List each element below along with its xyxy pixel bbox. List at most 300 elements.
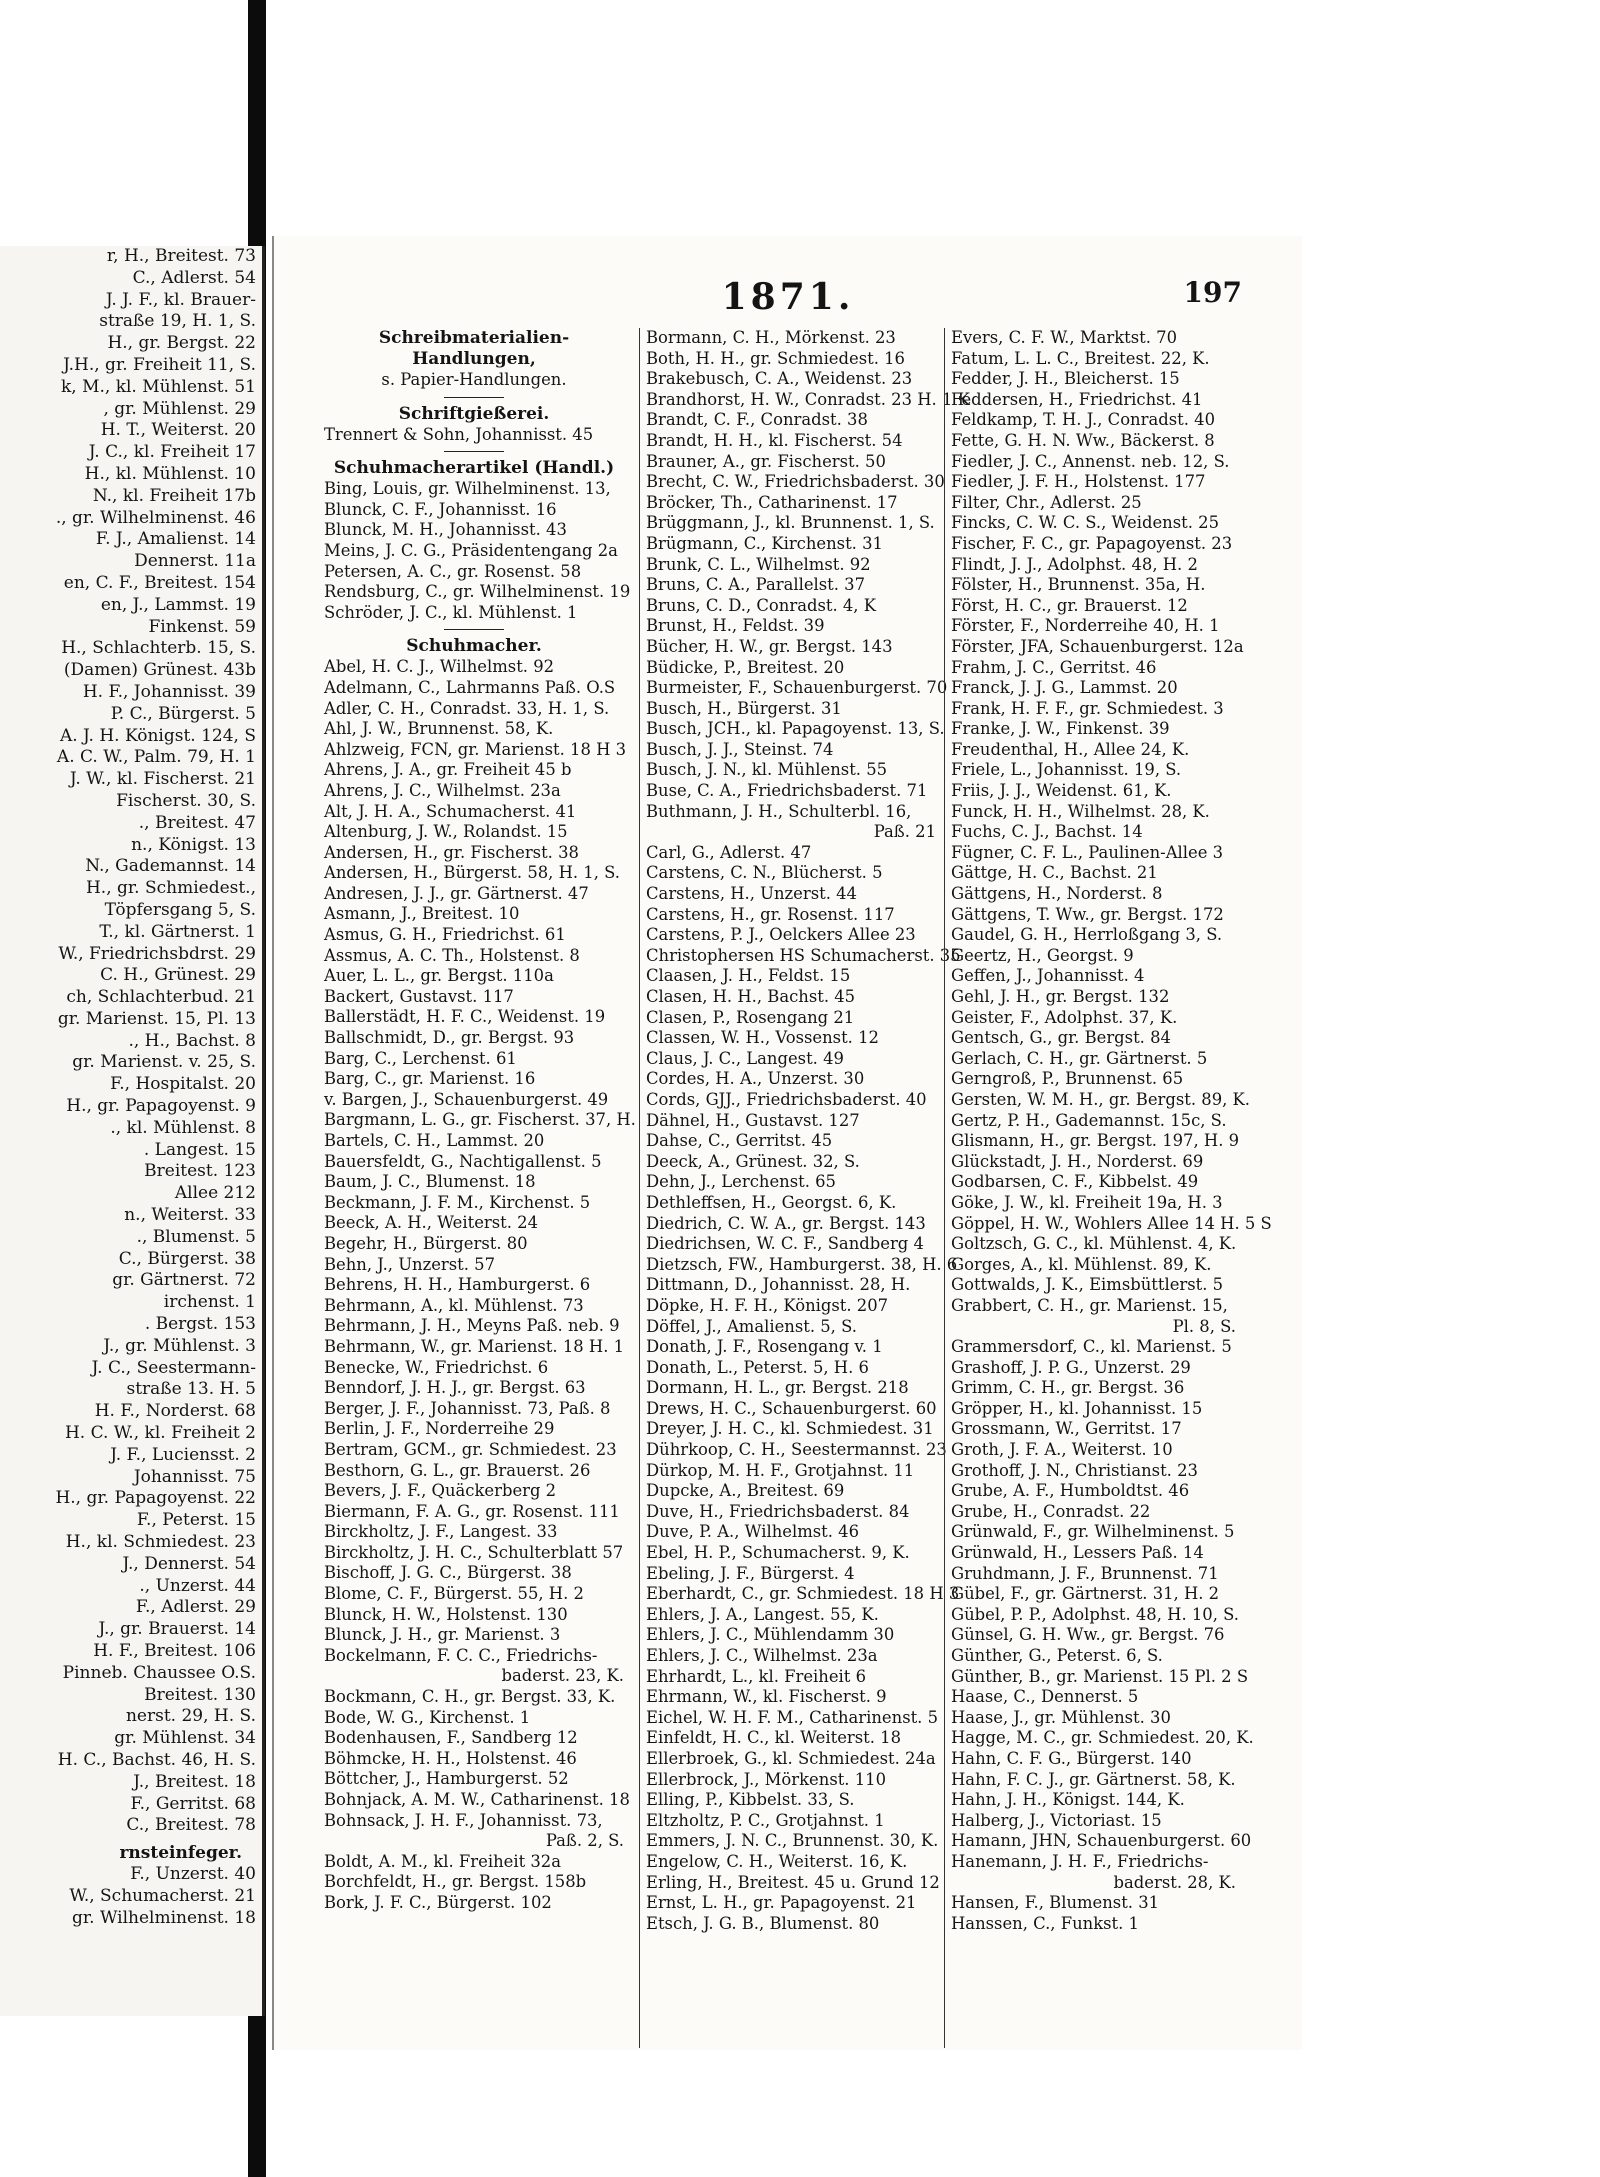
directory-entry: Dietzsch, FW., Hamburgerst. 38, H. 6 <box>646 1254 958 1274</box>
directory-entry: J.H., gr. Freiheit 11, S. <box>63 354 256 375</box>
directory-entry: Gentsch, G., gr. Bergst. 84 <box>951 1028 1171 1048</box>
directory-entry: Blunck, M. H., Johannisst. 43 <box>324 520 567 540</box>
directory-entry: , gr. Mühlenst. 29 <box>103 398 256 419</box>
left-page-entries <box>0 246 262 1837</box>
directory-entry: Abel, H. C. J., Wilhelmst. 92 <box>324 657 555 677</box>
directory-entry: Brandt, H. H., kl. Fischerst. 54 <box>646 430 903 450</box>
directory-entry: Halberg, J., Victoriast. 15 <box>951 1810 1162 1830</box>
directory-entry: Förster, JFA, Schauenburgerst. 12a <box>951 636 1244 656</box>
directory-entry: Günsel, G. H. Ww., gr. Bergst. 76 <box>951 1625 1225 1645</box>
directory-entry: Beckmann, J. F. M., Kirchenst. 5 <box>324 1192 591 1212</box>
directory-entry: Gättgens, T. Ww., gr. Bergst. 172 <box>951 904 1224 924</box>
section-entries-schuhmacher <box>324 657 636 1913</box>
directory-entry: Glismann, H., gr. Bergst. 197, H. 9 <box>951 1131 1240 1151</box>
directory-entry: Gaudel, G. H., Herrloßgang 3, S. <box>951 925 1223 945</box>
page-header <box>274 276 1302 316</box>
left-page <box>0 246 265 2016</box>
directory-entry: Hansen, F., Blumenst. 31 <box>951 1893 1160 1913</box>
directory-entry: Fatum, L. L. C., Breitest. 22, K. <box>951 348 1210 368</box>
directory-entry: Gruhdmann, J. F., Brunnenst. 71 <box>951 1563 1219 1583</box>
directory-entry: H., gr. Papagoyenst. 22 <box>55 1488 256 1509</box>
directory-entry: Begehr, H., Bürgerst. 80 <box>324 1233 528 1253</box>
directory-entry: Etsch, J. G. B., Blumenst. 80 <box>646 1913 880 1933</box>
directory-entry: Fischerst. 30, S. <box>116 790 256 811</box>
directory-entry: Rendsburg, C., gr. Wilhelminenst. 19 <box>324 582 631 602</box>
column-3-entries <box>951 328 1272 1934</box>
directory-entry: en, C. F., Breitest. 154 <box>63 572 256 593</box>
directory-entry: Paß. 2, S. <box>545 1831 624 1851</box>
directory-entry: Ehlers, J. C., Wilhelmst. 23a <box>646 1646 878 1665</box>
directory-entry: Ahrens, J. C., Wilhelmst. 23a <box>324 780 561 800</box>
directory-entry: Claus, J. C., Langest. 49 <box>646 1048 844 1068</box>
directory-entry: Hanssen, C., Funkst. 1 <box>951 1913 1139 1933</box>
directory-entry: Asmus, G. H., Friedrichst. 61 <box>324 925 566 945</box>
directory-entry: Pl. 8, S. <box>1172 1316 1236 1336</box>
directory-entry: Busch, J. J., Steinst. 74 <box>646 739 834 759</box>
directory-entry: Ehrmann, W., kl. Fischerst. 9 <box>646 1687 887 1707</box>
directory-entry: Friis, J. J., Weidenst. 61, K. <box>951 781 1172 801</box>
directory-entry: Barg, C., gr. Marienst. 16 <box>324 1069 536 1089</box>
directory-entry: Frahm, J. C., Gerritst. 46 <box>951 657 1157 677</box>
directory-entry: Groth, J. F. A., Weiterst. 10 <box>951 1440 1173 1460</box>
directory-entry: Backert, Gustavst. 117 <box>324 986 514 1006</box>
directory-entry: Godbarsen, C. F., Kibbelst. 49 <box>951 1172 1199 1192</box>
directory-entry: H. C., Bachst. 46, H. S. <box>57 1749 256 1770</box>
directory-entry: k, M., kl. Mühlenst. 51 <box>60 376 256 397</box>
directory-entry: Classen, W. H., Vossenst. 12 <box>646 1028 879 1048</box>
directory-entry: Förster, F., Norderreihe 40, H. 1 <box>951 616 1220 636</box>
directory-entry: H., gr. Papagoyenst. 9 <box>66 1096 256 1117</box>
directory-entry: Behrens, H. H., Hamburgerst. 6 <box>324 1275 591 1295</box>
directory-entry: Gättgens, H., Norderst. 8 <box>951 884 1163 904</box>
directory-entry: ., Breitest. 47 <box>138 812 256 833</box>
directory-entry: n., Weiterst. 33 <box>124 1205 256 1226</box>
directory-entry: gr. Gärtnerst. 72 <box>112 1270 256 1291</box>
directory-entry: Bertram, GCM., gr. Schmiedest. 23 <box>324 1439 617 1459</box>
directory-entry: Busch, H., Bürgerst. 31 <box>646 698 842 718</box>
directory-entry: Bruns, C. D., Conradst. 4, K <box>646 595 876 615</box>
directory-entry: nerst. 29, H. S. <box>125 1706 256 1727</box>
section-divider <box>444 397 504 398</box>
directory-entry: Pinneb. Chaussee O.S. <box>62 1662 256 1683</box>
section-entries-schuhmacherartikel <box>324 479 631 623</box>
directory-entry: Haase, C., Dennerst. 5 <box>951 1687 1139 1707</box>
directory-entry: Bischoff, J. G. C., Bürgerst. 38 <box>324 1563 572 1583</box>
directory-entry: Claasen, J. H., Feldst. 15 <box>646 966 851 986</box>
left-section-entries <box>0 1864 262 1929</box>
directory-entry: Both, H. H., gr. Schmiedest. 16 <box>646 348 905 368</box>
directory-entry: Finkenst. 59 <box>148 616 256 637</box>
directory-entry: Berger, J. F., Johannisst. 73, Paß. 8 <box>324 1398 611 1418</box>
directory-entry: H., Schlachterb. 15, S. <box>61 638 256 659</box>
directory-entry: Gorges, A., kl. Mühlenst. 89, K. <box>951 1254 1212 1274</box>
directory-entry: Bauersfeldt, G., Nachtigallenst. 5 <box>324 1151 602 1171</box>
directory-entry: Ahlzweig, FCN, gr. Marienst. 18 H 3 <box>324 739 627 759</box>
section-subtitle-papier: s. Papier-Handlungen. <box>381 370 567 389</box>
directory-entry: Dennerst. 11a <box>134 551 256 572</box>
directory-entry: Diedrichsen, W. C. F., Sandberg 4 <box>646 1234 924 1254</box>
directory-entry: Carstens, P. J., Oelckers Allee 23 <box>646 925 916 945</box>
directory-entry: Clasen, P., Rosengang 21 <box>646 1007 855 1027</box>
directory-entry: H., kl. Mühlenst. 10 <box>84 463 256 484</box>
directory-entry: Ernst, L. H., gr. Papagoyenst. 21 <box>646 1893 917 1913</box>
directory-entry: J., Breitest. 18 <box>133 1771 256 1792</box>
directory-entry: Ballerstädt, H. F. C., Weidenst. 19 <box>324 1007 606 1027</box>
column-2-entries <box>646 328 970 1934</box>
directory-entry: Schröder, J. C., kl. Mühlenst. 1 <box>324 602 578 622</box>
directory-entry: Dehn, J., Lerchenst. 65 <box>646 1172 836 1192</box>
directory-entry: Grabbert, C. H., gr. Marienst. 15, <box>951 1295 1228 1315</box>
column-3 <box>944 328 1272 2048</box>
directory-entry: Behrmann, A., kl. Mühlenst. 73 <box>324 1295 584 1315</box>
directory-entry: Boldt, A. M., kl. Freiheit 32a <box>324 1851 561 1871</box>
directory-entry: Brügmann, C., Kirchenst. 31 <box>646 533 883 553</box>
directory-entry: Cordes, H. A., Unzerst. 30 <box>646 1069 865 1089</box>
directory-entry: N., Gademannst. 14 <box>85 856 256 877</box>
directory-entry: Blunck, H. W., Holstenst. 130 <box>324 1604 568 1624</box>
directory-entry: Funck, H. H., Wilhelmst. 28, K. <box>951 801 1210 821</box>
directory-entry: H. F., Norderst. 68 <box>94 1401 256 1422</box>
directory-entry: Ballschmidt, D., gr. Bergst. 93 <box>324 1028 575 1048</box>
directory-entry: Benecke, W., Friedrichst. 6 <box>324 1357 549 1377</box>
directory-entry: Besthorn, G. L., gr. Brauerst. 26 <box>324 1460 591 1480</box>
directory-entry: Günther, B., gr. Marienst. 15 Pl. 2 S <box>951 1666 1249 1686</box>
directory-entry: Eberhardt, C., gr. Schmiedest. 18 H 3 <box>646 1584 960 1604</box>
directory-entry: straße 19, H. 1, S. <box>99 311 256 332</box>
directory-entry: Brandt, C. F., Conradst. 38 <box>646 410 868 430</box>
directory-entry: ., H., Bachst. 8 <box>128 1030 256 1051</box>
directory-entry: J. W., kl. Fischerst. 21 <box>69 769 256 790</box>
directory-entry: Brakebusch, C. A., Weidenst. 23 <box>646 369 913 389</box>
directory-entry: Bohnsack, J. H. F., Johannisst. 73, <box>324 1810 603 1830</box>
directory-entry: C., Breitest. 78 <box>126 1815 256 1836</box>
directory-entry: gr. Marienst. v. 25, S. <box>72 1052 256 1073</box>
directory-entry: Böhmcke, H. H., Holstenst. 46 <box>324 1748 577 1768</box>
directory-entry: Ebeling, J. F., Bürgerst. 4 <box>646 1563 855 1583</box>
directory-entry: F., Unzerst. 40 <box>130 1864 256 1885</box>
directory-entry: Gröpper, H., kl. Johannisst. 15 <box>951 1398 1203 1418</box>
directory-entry: Gerngroß, P., Brunnenst. 65 <box>951 1069 1184 1089</box>
directory-entry: . Bergst. 153 <box>144 1314 256 1335</box>
page-number: 197 <box>1183 276 1242 309</box>
directory-entry: Brandhorst, H. W., Conradst. 23 H. 1 K <box>646 389 970 409</box>
directory-entry: baderst. 23, K. <box>501 1666 624 1686</box>
left-section-title: rnsteinfeger. <box>119 1843 242 1864</box>
directory-entry: Fischer, F. C., gr. Papagoyenst. 23 <box>951 533 1233 553</box>
directory-entry: Evers, C. F. W., Marktst. 70 <box>951 328 1178 347</box>
directory-entry: Cords, GJJ., Friedrichsbaderst. 40 <box>646 1089 927 1109</box>
section-title-schuhmacherartikel: Schuhmacherartikel (Handl.) <box>333 458 615 479</box>
directory-entry: J. F., Luciensst. 2 <box>110 1444 256 1465</box>
directory-entry: Hahn, J. H., Königst. 144, K. <box>951 1790 1185 1810</box>
directory-entry: P. C., Bürgerst. 5 <box>110 703 256 724</box>
directory-entry: Grube, A. F., Humboldtst. 46 <box>951 1481 1190 1501</box>
directory-entry: ., gr. Wilhelminenst. 46 <box>55 507 256 528</box>
directory-entry: Dethleffsen, H., Georgst. 6, K. <box>646 1192 897 1212</box>
directory-entry: Geister, F., Adolphst. 37, K. <box>951 1007 1178 1027</box>
directory-entry: Auer, L. L., gr. Bergst. 110a <box>324 966 554 986</box>
directory-entry: ., kl. Mühlenst. 8 <box>110 1117 256 1138</box>
directory-entry: Barg, C., Lerchenst. 61 <box>324 1048 517 1068</box>
directory-entry: H., gr. Bergst. 22 <box>107 333 256 354</box>
directory-entry: Donath, J. F., Rosengang v. 1 <box>646 1337 883 1357</box>
directory-entry: Grothoff, J. N., Christianst. 23 <box>951 1460 1198 1480</box>
directory-entry: Fiedler, J. C., Annenst. neb. 12, S. <box>951 451 1230 471</box>
directory-entry: Frank, H. F. F., gr. Schmiedest. 3 <box>951 698 1224 718</box>
directory-entry: Ehrhardt, L., kl. Freiheit 6 <box>646 1666 867 1686</box>
directory-entry: Breitest. 123 <box>144 1161 256 1182</box>
directory-entry: F., Gerritst. 68 <box>130 1793 256 1814</box>
directory-entry: . Langest. 15 <box>143 1139 256 1160</box>
directory-entry: Hahn, F. C. J., gr. Gärtnerst. 58, K. <box>951 1769 1236 1789</box>
directory-entry: Fuchs, C. J., Bachst. 14 <box>951 822 1143 842</box>
directory-entry: Birckholtz, J. H. C., Schulterblatt 57 <box>324 1542 624 1562</box>
directory-entry: en, J., Lammst. 19 <box>100 594 256 615</box>
directory-entry: H. C. W., kl. Freiheit 2 <box>64 1423 256 1444</box>
directory-entry: Bücher, H. W., gr. Bergst. 143 <box>646 636 893 656</box>
directory-entry: Bröcker, Th., Catharinenst. 17 <box>646 492 898 512</box>
directory-entry: Bruns, C. A., Parallelst. 37 <box>646 575 866 595</box>
directory-entry: Bodenhausen, F., Sandberg 12 <box>324 1728 578 1748</box>
directory-entry: irchenst. 1 <box>163 1292 256 1313</box>
directory-entry: Grashoff, J. P. G., Unzerst. 29 <box>951 1357 1191 1377</box>
directory-entry: A. J. H. Königst. 124, S <box>59 725 256 746</box>
directory-entry: Först, H. C., gr. Brauerst. 12 <box>951 595 1188 615</box>
directory-entry: Carstens, H., gr. Rosenst. 117 <box>646 904 895 924</box>
directory-entry: Grammersdorf, C., kl. Marienst. 5 <box>951 1337 1232 1357</box>
directory-entry: baderst. 28, K. <box>1113 1872 1236 1892</box>
directory-entry: Dupcke, A., Breitest. 69 <box>646 1481 845 1501</box>
directory-entry: Bargmann, L. G., gr. Fischerst. 37, H. <box>324 1110 636 1130</box>
right-page <box>272 236 1302 2050</box>
directory-entry: Grimm, C. H., gr. Bergst. 36 <box>951 1378 1185 1398</box>
directory-entry: ., Unzerst. 44 <box>139 1575 256 1596</box>
directory-entry: Birckholtz, J. F., Langest. 33 <box>324 1522 558 1542</box>
directory-entry: C., Bürgerst. 38 <box>118 1248 256 1269</box>
directory-entry: gr. Mühlenst. 34 <box>114 1728 256 1749</box>
directory-entry: straße 13. H. 5 <box>126 1379 256 1400</box>
directory-entry: Engelow, C. H., Weiterst. 16, K. <box>646 1851 908 1871</box>
directory-entry: Asmann, J., Breitest. 10 <box>324 904 520 924</box>
column-2 <box>639 328 970 2048</box>
directory-entry: Grünwald, H., Lessers Paß. 14 <box>951 1543 1204 1563</box>
column-1 <box>324 328 636 2048</box>
directory-entry: Haase, J., gr. Mühlenst. 30 <box>951 1707 1171 1727</box>
section-divider <box>444 451 504 452</box>
directory-entry: Bohnjack, A. M. W., Catharinenst. 18 <box>324 1790 630 1809</box>
directory-entry: Bockmann, C. H., gr. Bergst. 33, K. <box>324 1687 616 1707</box>
directory-entry: Ahrens, J. A., gr. Freiheit 45 b <box>324 760 572 780</box>
directory-entry: Bork, J. F. C., Bürgerst. 102 <box>324 1892 552 1912</box>
directory-entry: Gersten, W. M. H., gr. Bergst. 89, K. <box>951 1089 1250 1109</box>
directory-entry: Bing, Louis, gr. Wilhelminenst. 13, <box>324 479 611 499</box>
directory-entry: Ehlers, J. A., Langest. 55, K. <box>646 1604 879 1624</box>
directory-entry: Böttcher, J., Hamburgerst. 52 <box>324 1769 569 1789</box>
directory-entry: Büdicke, P., Breitest. 20 <box>646 657 845 677</box>
directory-entry: Hanemann, J. H. F., Friedrichs- <box>951 1851 1209 1871</box>
directory-entry: Gertz, P. H., Gademannst. 15c, S. <box>951 1110 1227 1130</box>
directory-entry: J., gr. Mühlenst. 3 <box>103 1335 256 1356</box>
directory-entry: Borchfeldt, H., gr. Bergst. 158b <box>324 1872 587 1892</box>
directory-entry: Assmus, A. C. Th., Holstenst. 8 <box>324 945 580 965</box>
directory-entry: Altenburg, J. W., Rolandst. 15 <box>324 822 568 842</box>
directory-entry: Günther, G., Peterst. 6, S. <box>951 1646 1163 1665</box>
directory-entry: Emmers, J. N. C., Brunnenst. 30, K. <box>646 1831 939 1851</box>
directory-entry: Drews, H. C., Schauenburgerst. 60 <box>646 1398 937 1418</box>
directory-entry: H., gr. Schmiedest., <box>85 878 256 899</box>
directory-entry: N., kl. Freiheit 17b <box>92 485 256 506</box>
directory-entry: v. Bargen, J., Schauenburgerst. 49 <box>324 1089 609 1109</box>
directory-entry: Petersen, A. C., gr. Rosenst. 58 <box>324 561 582 581</box>
directory-entry: Trennert & Sohn, Johannisst. 45 <box>324 424 594 444</box>
directory-entry: J., gr. Brauerst. 14 <box>98 1619 256 1640</box>
directory-entry: Gübel, F., gr. Gärtnerst. 31, H. 2 <box>951 1584 1220 1604</box>
directory-entry: A. C. W., Palm. 79, H. 1 <box>56 747 256 768</box>
directory-entry: (Damen) Grünest. 43b <box>63 660 256 681</box>
directory-entry: Carl, G., Adlerst. 47 <box>646 842 812 862</box>
directory-entry: Freudenthal, H., Allee 24, K. <box>951 739 1190 759</box>
directory-entry: Ahl, J. W., Brunnenst. 58, K. <box>324 719 554 739</box>
directory-entry: Carstens, C. N., Blücherst. 5 <box>646 863 883 883</box>
directory-entry: Brunk, C. L., Wilhelmst. 92 <box>646 554 871 574</box>
directory-entry: Einfeldt, H. C., kl. Weiterst. 18 <box>646 1728 902 1748</box>
directory-entry: Johannisst. 75 <box>133 1466 256 1487</box>
directory-entry: Breitest. 130 <box>144 1684 256 1705</box>
directory-entry: Göke, J. W., kl. Freiheit 19a, H. 3 <box>951 1192 1223 1212</box>
directory-entry: Dührkoop, C. H., Seestermannst. 23 <box>646 1440 947 1460</box>
directory-entry: Elling, P., Kibbelst. 33, S. <box>646 1790 855 1810</box>
directory-entry: J. C., Seestermann- <box>91 1357 256 1378</box>
directory-entry: Dahse, C., Gerritst. 45 <box>646 1131 833 1151</box>
section-divider <box>444 629 504 630</box>
directory-entry: W., Friedrichsbdrst. 29 <box>58 943 256 964</box>
directory-entry: Diedrich, C. W. A., gr. Bergst. 143 <box>646 1213 926 1233</box>
directory-entry: Ebel, H. P., Schumacherst. 9, K. <box>646 1543 910 1563</box>
directory-entry: Bode, W. G., Kirchenst. 1 <box>324 1707 531 1727</box>
directory-entry: Hagge, M. C., gr. Schmiedest. 20, K. <box>951 1728 1254 1748</box>
directory-entry: Busch, JCH., kl. Papagoyenst. 13, S. <box>646 719 945 739</box>
directory-entry: Andersen, H., Bürgerst. 58, H. 1, S. <box>324 863 621 883</box>
directory-entry: Bockelmann, F. C. C., Friedrichs- <box>324 1645 598 1665</box>
directory-entry: Buse, C. A., Friedrichsbaderst. 71 <box>646 781 928 801</box>
directory-entry: Blunck, C. F., Johannisst. 16 <box>324 499 557 519</box>
directory-entry: Blunck, J. H., gr. Marienst. 3 <box>324 1625 561 1645</box>
directory-entry: Carstens, H., Unzerst. 44 <box>646 884 857 904</box>
directory-entry: Gerlach, C. H., gr. Gärtnerst. 5 <box>951 1048 1208 1068</box>
directory-entry: Bartels, C. H., Lammst. 20 <box>324 1131 545 1150</box>
directory-entry: Brüggmann, J., kl. Brunnenst. 1, S. <box>646 513 935 533</box>
directory-entry: Erling, H., Breitest. 45 u. Grund 12 <box>646 1872 940 1892</box>
directory-entry: Gättge, H. C., Bachst. 21 <box>951 863 1158 883</box>
directory-entry: Fette, G. H. N. Ww., Bäckerst. 8 <box>951 430 1215 450</box>
directory-entry: Feddersen, H., Friedrichst. 41 <box>951 389 1203 409</box>
directory-entry: Gottwalds, J. K., Eimsbüttlerst. 5 <box>951 1275 1224 1295</box>
directory-entry: Duve, P. A., Wilhelmst. 46 <box>646 1522 860 1542</box>
directory-entry: H. F., Johannisst. 39 <box>82 681 256 702</box>
directory-entry: Grünwald, F., gr. Wilhelminenst. 5 <box>951 1522 1235 1542</box>
directory-entry: C. H., Grünest. 29 <box>100 965 256 986</box>
directory-entry: Glückstadt, J. H., Norderst. 69 <box>951 1151 1204 1171</box>
directory-entry: Berlin, J. F., Norderreihe 29 <box>324 1419 555 1439</box>
directory-entry: Fölster, H., Brunnenst. 35a, H. <box>951 575 1206 595</box>
section-entries-schriftgiesserei <box>324 425 624 446</box>
directory-entry: ch, Schlachterbud. 21 <box>66 987 256 1008</box>
directory-entry: Behn, J., Unzerst. 57 <box>324 1254 496 1274</box>
directory-entry: Dittmann, D., Johannisst. 28, H. <box>646 1275 911 1295</box>
directory-entry: Ellerbrock, J., Mörkenst. 110 <box>646 1769 887 1789</box>
directory-entry: Döpke, H. F. H., Königst. 207 <box>646 1295 889 1315</box>
directory-entry: J. J. F., kl. Brauer- <box>105 289 256 310</box>
directory-entry: Dähnel, H., Gustavst. 127 <box>646 1110 860 1130</box>
directory-entry: Töpfersgang 5, S. <box>104 899 256 920</box>
page-year: 1871. <box>721 276 855 318</box>
directory-entry: Adler, C. H., Conradst. 33, H. 1, S. <box>324 698 610 718</box>
directory-entry: F., Peterst. 15 <box>136 1510 256 1531</box>
directory-entry: ., Blumenst. 5 <box>136 1226 256 1247</box>
book-binding-strip-lower <box>248 2016 266 2177</box>
directory-entry: Brecht, C. W., Friedrichsbaderst. 30 <box>646 472 945 492</box>
directory-entry: Blome, C. F., Bürgerst. 55, H. 2 <box>324 1584 584 1604</box>
directory-entry: Busch, J. N., kl. Mühlenst. 55 <box>646 760 888 780</box>
directory-entry: Filter, Chr., Adlerst. 25 <box>951 492 1142 512</box>
directory-entry: Clasen, H. H., Bachst. 45 <box>646 987 856 1006</box>
directory-entry: Adelmann, C., Lahrmanns Paß. O.S <box>324 677 616 697</box>
directory-entry: Bormann, C. H., Mörkenst. 23 <box>646 328 896 347</box>
directory-entry: Biermann, F. A. G., gr. Rosenst. 111 <box>324 1501 620 1521</box>
directory-entry: Gübel, P. P., Adolphst. 48, H. 10, S. <box>951 1604 1239 1624</box>
directory-entry: Alt, J. H. A., Schumacherst. 41 <box>324 801 577 821</box>
directory-entry: Eltzholtz, P. C., Grotjahnst. 1 <box>646 1810 885 1830</box>
directory-entry: Benndorf, J. H. J., gr. Bergst. 63 <box>324 1378 586 1398</box>
directory-entry: Grube, H., Conradst. 22 <box>951 1501 1151 1521</box>
directory-entry: Meins, J. C. G., Präsidentengang 2a <box>324 540 618 560</box>
directory-entry: F. J., Amalienst. 14 <box>95 529 256 550</box>
section-title-schreibmaterialien: Schreibmaterialien- <box>378 328 570 348</box>
directory-entry: Ellerbroek, G., kl. Schmiedest. 24a <box>646 1748 936 1768</box>
directory-entry: W., Schumacherst. 21 <box>69 1885 256 1906</box>
directory-entry: F., Adlerst. 29 <box>135 1597 256 1618</box>
directory-entry: Brunst, H., Feldst. 39 <box>646 616 825 636</box>
directory-entry: Feldkamp, T. H. J., Conradst. 40 <box>951 410 1215 430</box>
directory-entry: Geertz, H., Georgst. 9 <box>951 945 1134 965</box>
directory-entry: Andresen, J. J., gr. Gärtnerst. 47 <box>324 883 589 903</box>
section-title-schriftgiesserei: Schriftgießerei. <box>398 403 550 424</box>
directory-entry: Dormann, H. L., gr. Bergst. 218 <box>646 1378 909 1398</box>
directory-entry: J., Dennerst. 54 <box>122 1553 256 1574</box>
directory-entry: Beeck, A. H., Weiterst. 24 <box>324 1213 539 1233</box>
directory-entry: Geffen, J., Johannisst. 4 <box>951 966 1145 986</box>
directory-entry: Donath, L., Peterst. 5, H. 6 <box>646 1357 869 1377</box>
directory-entry: Ehlers, J. C., Mühlendamm 30 <box>646 1625 895 1645</box>
directory-entry: T., kl. Gärtnerst. 1 <box>99 921 256 942</box>
directory-entry: Hahn, C. F. G., Bürgerst. 140 <box>951 1748 1192 1768</box>
directory-entry: Göppel, H. W., Wohlers Allee 14 H. 5 S <box>951 1213 1272 1233</box>
directory-entry: Brauner, A., gr. Fischerst. 50 <box>646 451 886 471</box>
directory-entry: Dreyer, J. H. C., kl. Schmiedest. 31 <box>646 1419 934 1439</box>
directory-entry: C., Adlerst. 54 <box>132 267 256 288</box>
directory-entry: Fiedler, J. F. H., Holstenst. 177 <box>951 472 1206 492</box>
directory-entry: Christophersen HS Schumacherst. 35 <box>646 945 961 965</box>
directory-entry: Döffel, J., Amalienst. 5, S. <box>646 1316 857 1336</box>
directory-entry: Grossmann, W., Gerritst. 17 <box>951 1419 1182 1439</box>
directory-entry: gr. Marienst. 15, Pl. 13 <box>57 1008 256 1029</box>
section-title-handlungen: Handlungen, <box>412 349 536 369</box>
section-title-schuhmacher: Schuhmacher. <box>406 636 542 657</box>
directory-entry: Fedder, J. H., Bleicherst. 15 <box>951 369 1180 389</box>
directory-entry: H. F., Breitest. 106 <box>93 1641 256 1661</box>
directory-entry: Allee 212 <box>174 1183 256 1204</box>
directory-entry: Andersen, H., gr. Fischerst. 38 <box>324 842 579 862</box>
